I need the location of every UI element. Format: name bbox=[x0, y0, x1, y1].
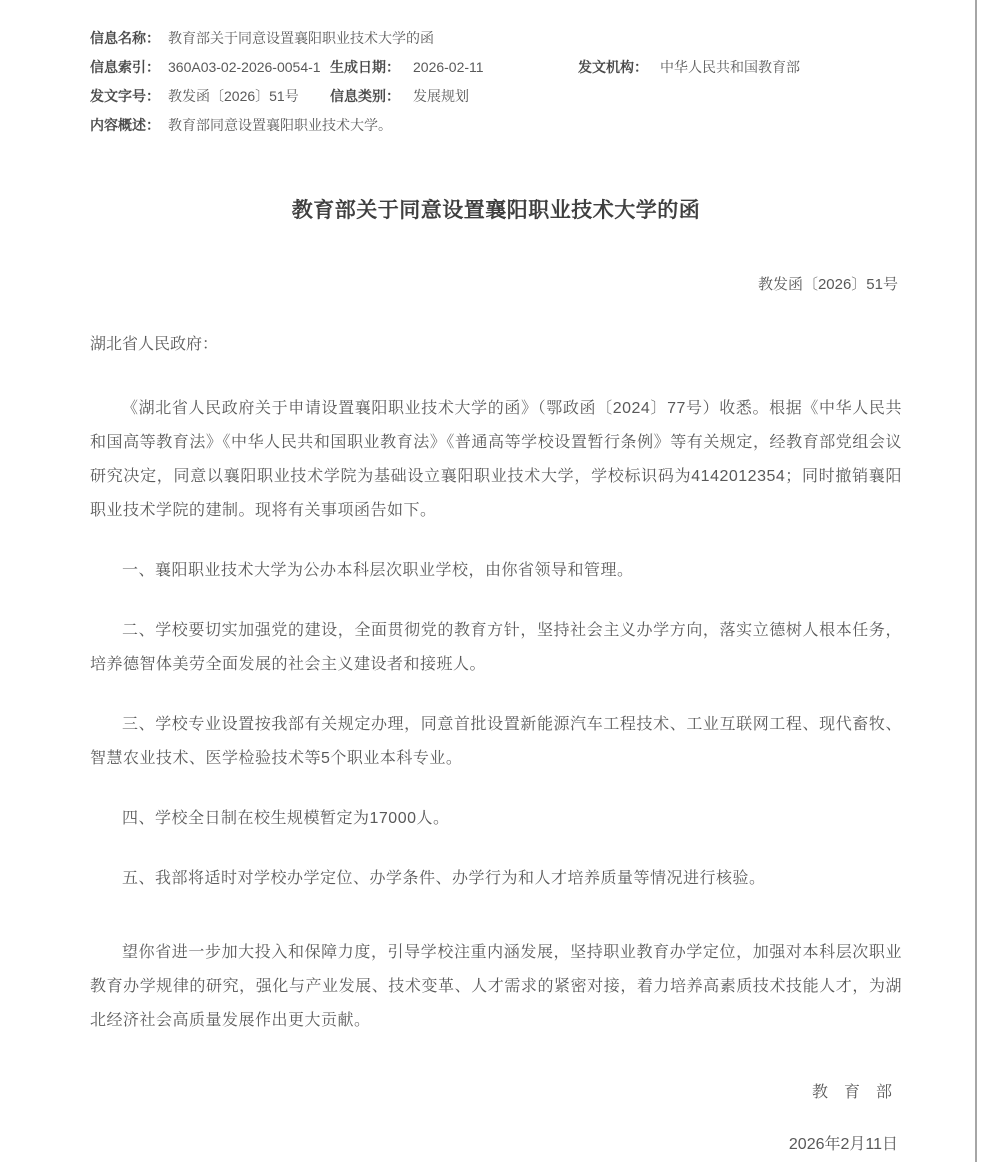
info-index-label: 信息索引： bbox=[90, 59, 160, 75]
info-gen-date-label: 生成日期： bbox=[330, 59, 400, 75]
document-content bbox=[90, 0, 902, 1156]
info-agency-label: 发文机构： bbox=[578, 59, 648, 75]
document-title: 教育部关于同意设置襄阳职业技术大学的函 bbox=[291, 199, 701, 222]
info-agency-value: 中华人民共和国教育部 bbox=[660, 59, 800, 75]
paragraph-item-4: 四、学校全日制在校生规模暂定为17000人。 bbox=[122, 810, 450, 827]
info-doc-no-value: 教发函〔2026〕51号 bbox=[168, 88, 299, 104]
signature-date: 2026年2月11日 bbox=[788, 1136, 898, 1153]
info-summary-label: 内容概述： bbox=[90, 117, 160, 133]
salutation: 湖北省人民政府： bbox=[90, 336, 219, 353]
paragraph-intro: 《湖北省人民政府关于申请设置襄阳职业技术大学的函》（鄂政函〔2024〕77号）收悉。根据《中华人民共和国高等教育法》《中华人民共和国职业教育法》《普通高等学校设置暂行条例》等有关规定，经教育部党组会议研究决定，同意以襄阳职业技术学院为基础设立襄阳职业技术大学，学校标识码为4142012354；同时撤销襄阳职业技术学院的建制。现将有关事项函告如下。 bbox=[90, 400, 902, 519]
info-row-index bbox=[90, 57, 902, 86]
info-index-value: 360A03-02-2026-0054-1 bbox=[168, 59, 321, 75]
paragraph-item-3: 三、学校专业设置按我部有关规定办理，同意首批设置新能源汽车工程技术、工业互联网工程、现代畜牧、智慧农业技术、医学检验技术等5个职业本科专业。 bbox=[90, 716, 902, 767]
page-right-border bbox=[975, 0, 977, 1162]
paragraph-item-2: 二、学校要切实加强党的建设，全面贯彻党的教育方针，坚持社会主义办学方向，落实立德树人根本任务，培养德智体美劳全面发展的社会主义建设者和接班人。 bbox=[90, 622, 902, 673]
document-number: 教发函〔2026〕51号 bbox=[757, 276, 898, 293]
paragraph-item-5: 五、我部将适时对学校办学定位、办学条件、办学行为和人才培养质量等情况进行核验。 bbox=[122, 870, 766, 887]
paragraph-item-1: 一、襄阳职业技术大学为公办本科层次职业学校，由你省领导和管理。 bbox=[122, 562, 634, 579]
info-name-label: 信息名称： bbox=[90, 30, 160, 46]
info-category-value: 发展规划 bbox=[413, 88, 469, 104]
info-category-label: 信息类别： bbox=[330, 88, 400, 104]
signature-org: 教 育 部 bbox=[811, 1084, 892, 1101]
info-row-summary bbox=[90, 115, 902, 144]
info-row-name bbox=[90, 28, 902, 57]
info-row-docno bbox=[90, 86, 902, 115]
info-gen-date-value: 2026-02-11 bbox=[413, 59, 484, 75]
paragraph-closing: 望你省进一步加大投入和保障力度，引导学校注重内涵发展，坚持职业教育办学定位，加强对本科层次职业教育办学规律的研究，强化与产业发展、技术变革、人才需求的紧密对接，着力培养高素质技术技能人才，为湖北经济社会高质量发展作出更大贡献。 bbox=[90, 944, 902, 1029]
info-name-value: 教育部关于同意设置襄阳职业技术大学的函 bbox=[168, 30, 434, 46]
info-panel bbox=[90, 28, 902, 144]
info-doc-no-label: 发文字号： bbox=[90, 88, 160, 104]
info-summary-value: 教育部同意设置襄阳职业技术大学。 bbox=[168, 117, 392, 133]
